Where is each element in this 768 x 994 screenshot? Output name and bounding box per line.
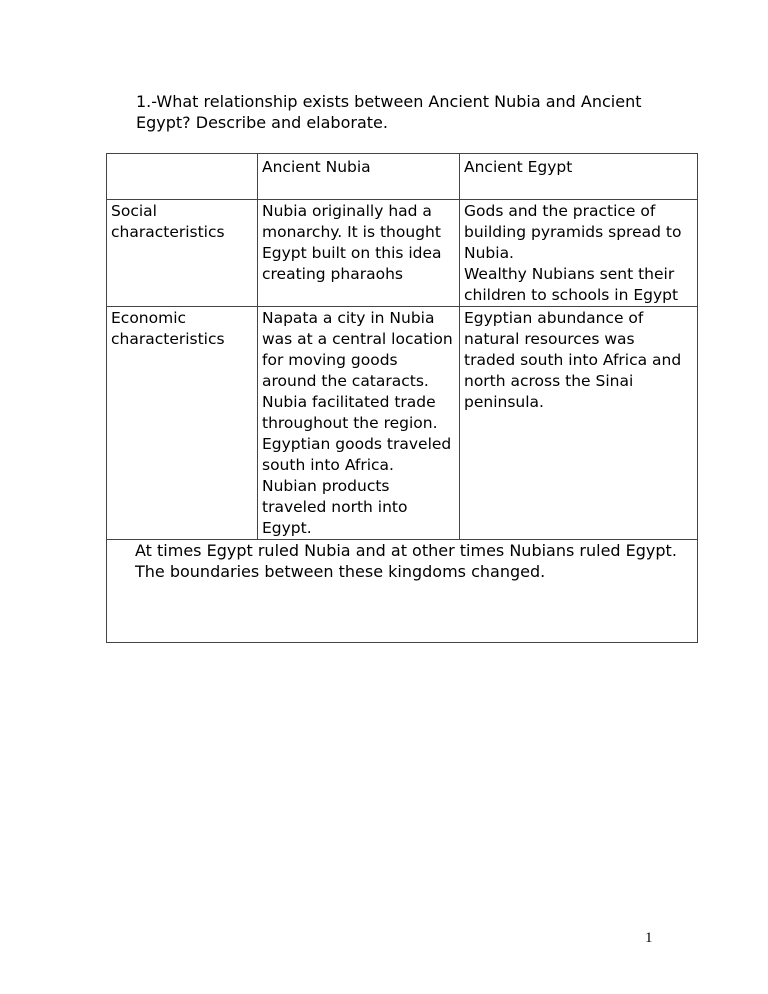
social-nubia-cell: Nubia originally had a monarchy. It is thought Egypt built on this idea creating pharaohs bbox=[258, 200, 460, 307]
comparison-table bbox=[106, 153, 698, 643]
table-row bbox=[107, 307, 698, 540]
table-row bbox=[107, 200, 698, 307]
economic-egypt-cell: Egyptian abundance of natural resources was traded south into Africa and north across the Sinai peninsula. bbox=[460, 307, 698, 540]
page-number: 1 bbox=[645, 930, 653, 946]
table-header-row bbox=[107, 154, 698, 200]
row-label-social: Social characteristics bbox=[107, 200, 258, 307]
summary-cell: At times Egypt ruled Nubia and at other times Nubians ruled Egypt. The boundaries between these kingdoms changed. bbox=[107, 540, 698, 643]
row-label-economic: Economic characteristics bbox=[107, 307, 258, 540]
economic-nubia-cell: Napata a city in Nubia was at a central location for moving goods around the cataracts. Nubia facilitated trade throughout the region. Egyptian goods traveled south into Africa. Nubian products traveled north into Egypt. bbox=[258, 307, 460, 540]
column-header-nubia: Ancient Nubia bbox=[258, 154, 460, 200]
column-header-egypt: Ancient Egypt bbox=[460, 154, 698, 200]
question-text: 1.-What relationship exists between Ancient Nubia and Ancient Egypt? Describe and elaborate. bbox=[136, 92, 642, 132]
social-egypt-cell: Gods and the practice of building pyramids spread to Nubia. Wealthy Nubians sent their children to schools in Egypt bbox=[460, 200, 698, 307]
corner-cell bbox=[107, 154, 258, 200]
summary-row bbox=[107, 540, 698, 643]
